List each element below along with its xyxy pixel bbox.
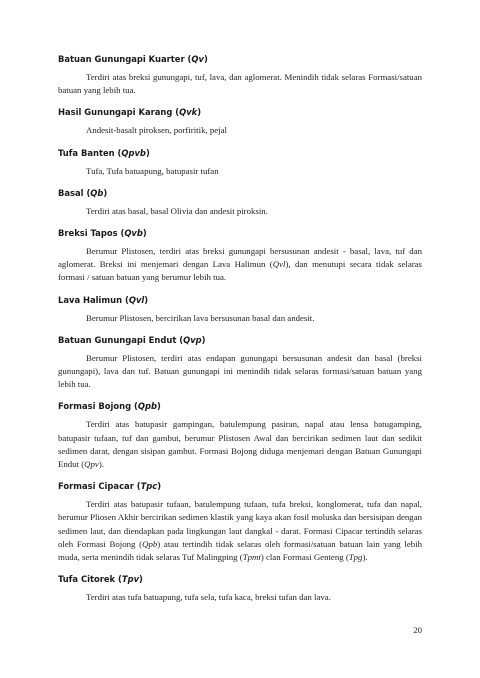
formation-title: Batuan Gunungapi Endut xyxy=(58,334,177,345)
formation-heading: Tufa Banten (Qpvb) xyxy=(58,147,150,158)
formation-code: Qvp xyxy=(183,334,202,345)
formation-section xyxy=(58,295,422,325)
formation-heading: Formasi Bojong (Qpb) xyxy=(58,401,161,412)
description-text: ) atau tertindih tidak selaras oleh formasi/satuan batuan lain yang lebih muda, serta menindih tidak selaras Tuf Malingping ( xyxy=(58,538,422,563)
formation-title: Hasil Gunungapi Karang xyxy=(58,107,173,118)
formation-description xyxy=(58,591,422,604)
formation-title: Tufa Banten xyxy=(58,147,115,158)
formation-heading: Lava Halimun (Qvl) xyxy=(58,294,149,305)
formation-description xyxy=(58,245,422,285)
formation-description xyxy=(58,352,422,392)
description-text: ), dan menutupi secara tidak selaras formasi / satuan batuan yang berumur lebih tua. xyxy=(58,259,422,283)
description-text: Berumur Plistosen, bercirikan lava bersusunan basal dan andesit. xyxy=(86,312,315,323)
formation-title: Basal xyxy=(58,187,84,198)
formation-heading: Hasil Gunungapi Karang (Qvk) xyxy=(58,107,202,118)
formation-section xyxy=(58,148,422,178)
formation-code: Tpc xyxy=(140,481,158,492)
formation-section xyxy=(58,335,422,392)
formation-code-reference: Tpg xyxy=(348,552,363,563)
formation-section xyxy=(58,188,422,218)
formation-description xyxy=(58,418,422,471)
description-text: Andesit-basalt piroksen, porfiritik, pejal xyxy=(86,125,227,136)
formation-code-reference: Qpv xyxy=(84,459,99,470)
formation-code: Qvk xyxy=(179,107,198,118)
formation-section xyxy=(58,54,422,97)
formation-title: Tufa Citorek xyxy=(58,574,116,585)
formation-section xyxy=(58,401,422,471)
formation-code: Qvl xyxy=(128,294,145,305)
formation-description xyxy=(58,205,422,218)
description-text: Berumur Plistosen, terdiri atas endapan gunungapi bersusunan andesit dan basal (breksi gunungapi), lava dan tuf. Batuan gunungapi ini menindih tidak selaras formasi/satuan batuan yang lebih tua. xyxy=(58,352,422,390)
page-number: 20 xyxy=(413,625,422,635)
formation-description xyxy=(58,498,422,564)
formation-heading: Formasi Cipacar (Tpc) xyxy=(58,481,162,492)
description-text: ) clan Formasi Genteng ( xyxy=(260,552,349,563)
formation-title: Formasi Cipacar xyxy=(58,481,134,492)
formation-heading: Batuan Gunungapi Endut (Qvp) xyxy=(58,334,206,345)
formation-description xyxy=(58,71,422,97)
formation-description xyxy=(58,312,422,325)
formation-code-reference: Qpb xyxy=(142,538,158,549)
description-text: Terdiri atas batupasir tufaan, batulempung tufaan, tufa breksi, konglomerat, tufa dan napal, berumur Pliosen Akhir bercirikan sedimen klastik yang kaya akan fosil moluska dan bersisipan dengan sedimen laut, dan diendapkan pada lingkungan laut dangkal - darat. Formasi Cipacar tertindih selaras oleh Formasi Bojong ( xyxy=(58,499,422,549)
formation-code: Qpb xyxy=(137,401,158,412)
formation-section xyxy=(58,228,422,285)
formation-title: Batuan Gunungapi Kuarter xyxy=(58,54,185,64)
formation-title: Formasi Bojong xyxy=(58,401,132,412)
formation-section xyxy=(58,574,422,604)
description-text: Terdiri atas basal, basal Olivia dan andesit piroksin. xyxy=(86,205,268,216)
formation-heading: Breksi Tapos (Qvb) xyxy=(58,228,147,239)
formation-section xyxy=(58,481,422,564)
formation-description xyxy=(58,165,422,178)
formation-heading: Tufa Citorek (Tpv) xyxy=(58,574,143,585)
formation-code: Qpvb xyxy=(121,147,146,158)
description-text: ). xyxy=(362,552,368,563)
description-text: Terdiri atas breksi gunungapi, tuf, lava, dan aglomerat. Menindih tidak selaras Formasi/satuan batuan yang lebih tua. xyxy=(58,72,422,96)
page-content xyxy=(58,54,422,614)
formation-heading: Basal (Qb) xyxy=(58,187,108,198)
formation-code: Qvb xyxy=(124,228,143,239)
description-text: ). xyxy=(98,459,104,470)
formation-title: Lava Halimun xyxy=(58,294,123,305)
description-text: Tufa, Tufa batuapung, batupasir tufan xyxy=(86,165,219,176)
formation-code: Tpv xyxy=(121,574,140,585)
description-text: Terdiri atas tufa batuapung, tufa sela, tufa kaca, breksi tufan dan lava. xyxy=(86,592,331,603)
description-text: Terdiri atas batupasir gampingan, batulempung pasiran, napal atau lensa batugamping, batupasir tufaan, tuf dan gambut, berumur Plistosen Awal dan bercirikan sedimen laut dan sedikit sedimen darat, dengan sisipan gambut. Formasi Bojong diduga menjemari dengan Batuan Gunungapi Endut ( xyxy=(58,419,422,470)
formation-description xyxy=(58,124,422,137)
formation-code-reference: Tpmt xyxy=(242,552,261,563)
formation-heading: Batuan Gunungapi Kuarter (Qv) xyxy=(58,54,208,64)
formation-section xyxy=(58,107,422,137)
description-text: Berumur Plistosen, terdiri atas breksi gunungapi bersusunan andesit - basal, lava, tuf dan aglomerat. Breksi ini menjemari dengan Lava Halimun ( xyxy=(58,246,422,270)
formation-code: Qb xyxy=(90,187,104,198)
formation-title: Breksi Tapos xyxy=(58,228,118,239)
formation-code: Qv xyxy=(191,54,204,64)
formation-code-reference: Qvl xyxy=(272,259,286,270)
